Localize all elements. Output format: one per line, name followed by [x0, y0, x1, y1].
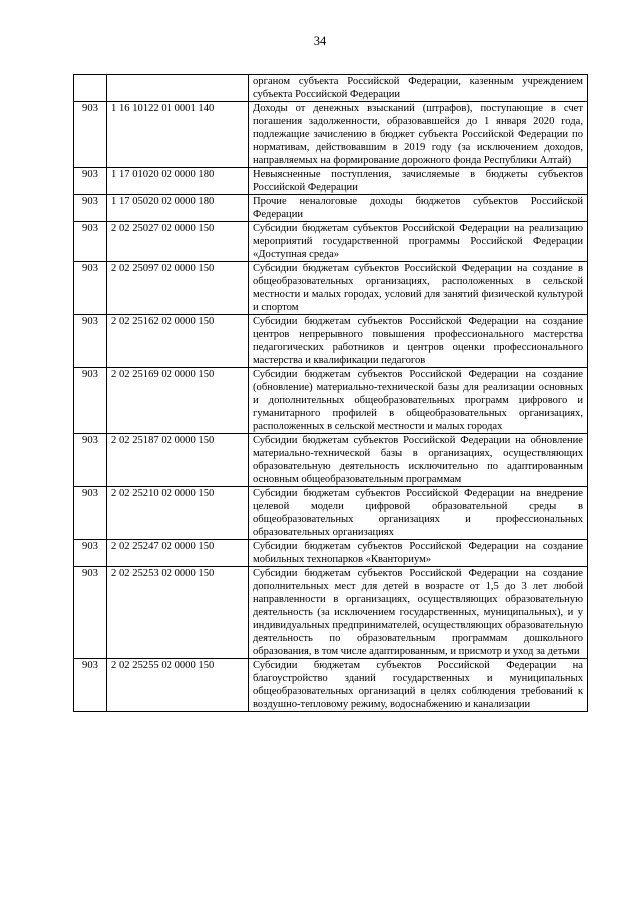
table-row	[74, 487, 588, 540]
table-row	[74, 262, 588, 315]
budget-classification-code-cell: 2 02 25253 02 0000 150	[107, 567, 249, 659]
administrator-code-cell: 903	[74, 540, 107, 567]
table-row	[74, 315, 588, 368]
budget-classification-code-cell: 2 02 25187 02 0000 150	[107, 434, 249, 487]
revenue-description-cell: Субсидии бюджетам субъектов Российской Федерации на реализацию мероприятий государственной программы Российской Федерации «Доступная среда»	[249, 222, 588, 262]
table-row	[74, 168, 588, 195]
revenue-description-cell: органом субъекта Российской Федерации, казенным учреждением субъекта Российской Федерации	[249, 75, 588, 102]
revenue-description-cell: Доходы от денежных взысканий (штрафов), поступающие в счет погашения задолженности, образовавшейся до 1 января 2020 года, подлежащие зачислению в бюджет субъекта Российской Федерации по нормативам, действовавшим в 2019 году (за исключением доходов, направляемых на формирование дорожного фонда Республики Алтай)	[249, 102, 588, 168]
budget-classification-code-cell: 1 16 10122 01 0001 140	[107, 102, 249, 168]
budget-classification-code-cell: 2 02 25255 02 0000 150	[107, 659, 249, 712]
revenue-description-cell: Субсидии бюджетам субъектов Российской Федерации на создание центров непрерывного повышения профессионального мастерства педагогических работников и центров оценки профессионального мастерства и квалификации педагогов	[249, 315, 588, 368]
administrator-code-cell: 903	[74, 222, 107, 262]
budget-classification-code-cell	[107, 75, 249, 102]
budget-classification-code-cell: 1 17 05020 02 0000 180	[107, 195, 249, 222]
table-row	[74, 75, 588, 102]
budget-classification-code-cell: 2 02 25097 02 0000 150	[107, 262, 249, 315]
administrator-code-cell: 903	[74, 262, 107, 315]
revenue-description-cell: Субсидии бюджетам субъектов Российской Федерации на создание в общеобразовательных организациях, расположенных в сельской местности и малых городах, условий для занятий физической культурой и спортом	[249, 262, 588, 315]
budget-classification-code-cell: 2 02 25210 02 0000 150	[107, 487, 249, 540]
administrator-code-cell: 903	[74, 168, 107, 195]
administrator-code-cell: 903	[74, 102, 107, 168]
administrator-code-cell: 903	[74, 195, 107, 222]
administrator-code-cell	[74, 75, 107, 102]
table-row	[74, 102, 588, 168]
revenue-description-cell: Прочие неналоговые доходы бюджетов субъектов Российской Федерации	[249, 195, 588, 222]
revenue-description-cell: Субсидии бюджетам субъектов Российской Федерации на создание мобильных технопарков «Кванториум»	[249, 540, 588, 567]
revenue-description-cell: Субсидии бюджетам субъектов Российской Федерации на обновление материально-технической базы в организациях, осуществляющих образовательную деятельность исключительно по адаптированным основным общеобразовательным программам	[249, 434, 588, 487]
administrator-code-cell: 903	[74, 487, 107, 540]
administrator-code-cell: 903	[74, 659, 107, 712]
revenue-description-cell: Невыясненные поступления, зачисляемые в бюджеты субъектов Российской Федерации	[249, 168, 588, 195]
revenue-description-cell: Субсидии бюджетам субъектов Российской Федерации на благоустройство зданий государственных и муниципальных общеобразовательных организаций в целях соблюдения требований к воздушно-тепловому режиму, водоснабжению и канализации	[249, 659, 588, 712]
table-row	[74, 567, 588, 659]
administrator-code-cell: 903	[74, 567, 107, 659]
table-row	[74, 195, 588, 222]
administrator-code-cell: 903	[74, 315, 107, 368]
revenue-classification-table	[73, 74, 588, 712]
budget-classification-code-cell: 2 02 25247 02 0000 150	[107, 540, 249, 567]
table-row	[74, 540, 588, 567]
revenue-description-cell: Субсидии бюджетам субъектов Российской Федерации на создание (обновление) материально-технической базы для реализации основных и дополнительных общеобразовательных программ цифрового и гуманитарного профилей в общеобразовательных организациях, расположенных в сельской местности и малых городах	[249, 368, 588, 434]
revenue-description-cell: Субсидии бюджетам субъектов Российской Федерации на создание дополнительных мест для детей в возрасте от 1,5 до 3 лет любой направленности в организациях, осуществляющих образовательную деятельность (за исключением государственных, муниципальных), и у индивидуальных предпринимателей, осуществляющих образовательную деятельность по образовательным программам дошкольного образования, в том числе адаптированным, и присмотр и уход за детьми	[249, 567, 588, 659]
table-row	[74, 222, 588, 262]
administrator-code-cell: 903	[74, 434, 107, 487]
budget-classification-code-cell: 2 02 25169 02 0000 150	[107, 368, 249, 434]
table-row	[74, 368, 588, 434]
table-row	[74, 434, 588, 487]
page-number: 34	[313, 34, 327, 48]
table-row	[74, 659, 588, 712]
revenue-description-cell: Субсидии бюджетам субъектов Российской Федерации на внедрение целевой модели цифровой образовательной среды в общеобразовательных организациях и профессиональных образовательных организациях	[249, 487, 588, 540]
budget-classification-code-cell: 1 17 01020 02 0000 180	[107, 168, 249, 195]
budget-classification-code-cell: 2 02 25027 02 0000 150	[107, 222, 249, 262]
administrator-code-cell: 903	[74, 368, 107, 434]
budget-classification-code-cell: 2 02 25162 02 0000 150	[107, 315, 249, 368]
